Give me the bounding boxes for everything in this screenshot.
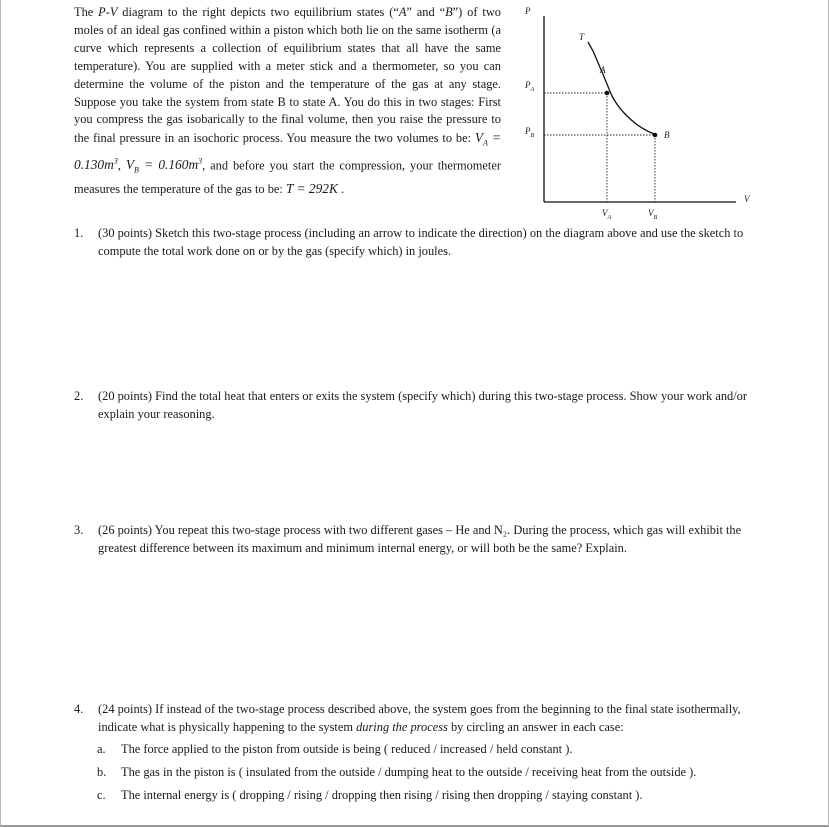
question-3 <box>74 522 760 558</box>
question-4-part-a <box>97 741 777 759</box>
question-4 <box>74 701 760 737</box>
state-b-label: B <box>664 130 670 140</box>
part-c-label: c. <box>97 788 106 802</box>
question-1-number: 1. <box>74 226 84 240</box>
question-4-number: 4. <box>74 702 84 716</box>
question-2-text: (20 points) Find the total heat that enters or exits the system (specify which) during this two-stage process. Show your work and/or explain your reasoning. <box>98 389 748 421</box>
part-b-text: The gas in the piston is ( insulated from the outside / dumping heat to the outside / receiving heat from the outside ). <box>121 765 697 779</box>
volume-b-equation: $V_B = 0.160m^3$ <box>125 156 203 176</box>
intro-state-a: A <box>398 5 407 19</box>
question-4-part-b <box>97 764 777 782</box>
state-a-label: A <box>600 65 606 75</box>
pb-label: $P_B$ <box>525 126 535 139</box>
question-2-number: 2. <box>74 389 84 403</box>
part-c-text: The internal energy is ( dropping / rising / dropping then rising / rising then dropping / staying constant ). <box>121 788 643 802</box>
pa-label: $P_A$ <box>525 80 535 93</box>
part-a-label: a. <box>97 742 106 756</box>
temperature-equation: T = 292K <box>285 180 338 196</box>
intro-state-b: B <box>445 5 453 19</box>
va-label: $V_A$ <box>602 208 612 221</box>
part-a-text: The force applied to the piston from outside is being ( reduced / increased / held constant ). <box>121 742 573 756</box>
question-4-part-c <box>97 787 777 805</box>
isotherm-curve <box>588 42 654 134</box>
question-1 <box>74 225 760 261</box>
pv-diagram <box>508 0 770 225</box>
question-3-number: 3. <box>74 523 84 537</box>
intro-sep: , <box>117 158 126 173</box>
intro-text-5: , and before you start the compression, your thermometer measures the temperature of the gas to be: <box>74 158 501 196</box>
problem-intro <box>74 4 501 199</box>
volume-a-equation: $V_A = 0.130m^3$ <box>74 130 501 173</box>
p-axis-label: P <box>525 6 531 16</box>
question-4-text: (24 points) If instead of the two-stage process described above, the system goes from the beginning to the final state isothermally, indicate what is physically happening to the system during the process by circling an answer in each case: <box>98 702 741 734</box>
intro-text-3: ” and “ <box>406 5 446 19</box>
v-axis-label: V <box>744 194 750 204</box>
vb-label: $V_B$ <box>648 208 658 221</box>
intro-text-6: . <box>337 181 345 196</box>
part-b-label: b. <box>97 765 107 779</box>
intro-text-4: ”) of two moles of an ideal gas confined within a piston which both lie on the same isotherm (a curve which represents a collection of equilibrium states that all have the same temperature). You are supplied with a meter stick and a thermometer, so you can determine the volume of the piston and the temperature of the gas at any stage. Suppose you take the system from state B to state A. You do this in two stages: First you compress the gas isobarically to the final volume, then you raise the pressure to the final pressure in an isochoric process. You measure the two volumes to be: <box>74 5 501 146</box>
question-1-text: (30 points) Sketch this two-stage process (including an arrow to indicate the direction) on the diagram above and use the sketch to compute the total work done on or by the gas (specify which) in joules. <box>98 226 744 258</box>
intro-pv: P-V <box>98 5 118 19</box>
question-3-text: (26 points) You repeat this two-stage process with two different gases – He and N₂. During the process, which gas will exhibit the greatest difference between its maximum and minimum internal energy, or will both be the same? Explain. <box>98 523 742 555</box>
intro-text-1: The <box>74 5 99 19</box>
isotherm-label: T <box>579 32 585 42</box>
state-b-point <box>653 133 658 138</box>
intro-text-2: diagram to the right depicts two equilibrium states (“ <box>117 5 399 19</box>
state-a-point <box>605 91 610 96</box>
question-2 <box>74 388 760 424</box>
